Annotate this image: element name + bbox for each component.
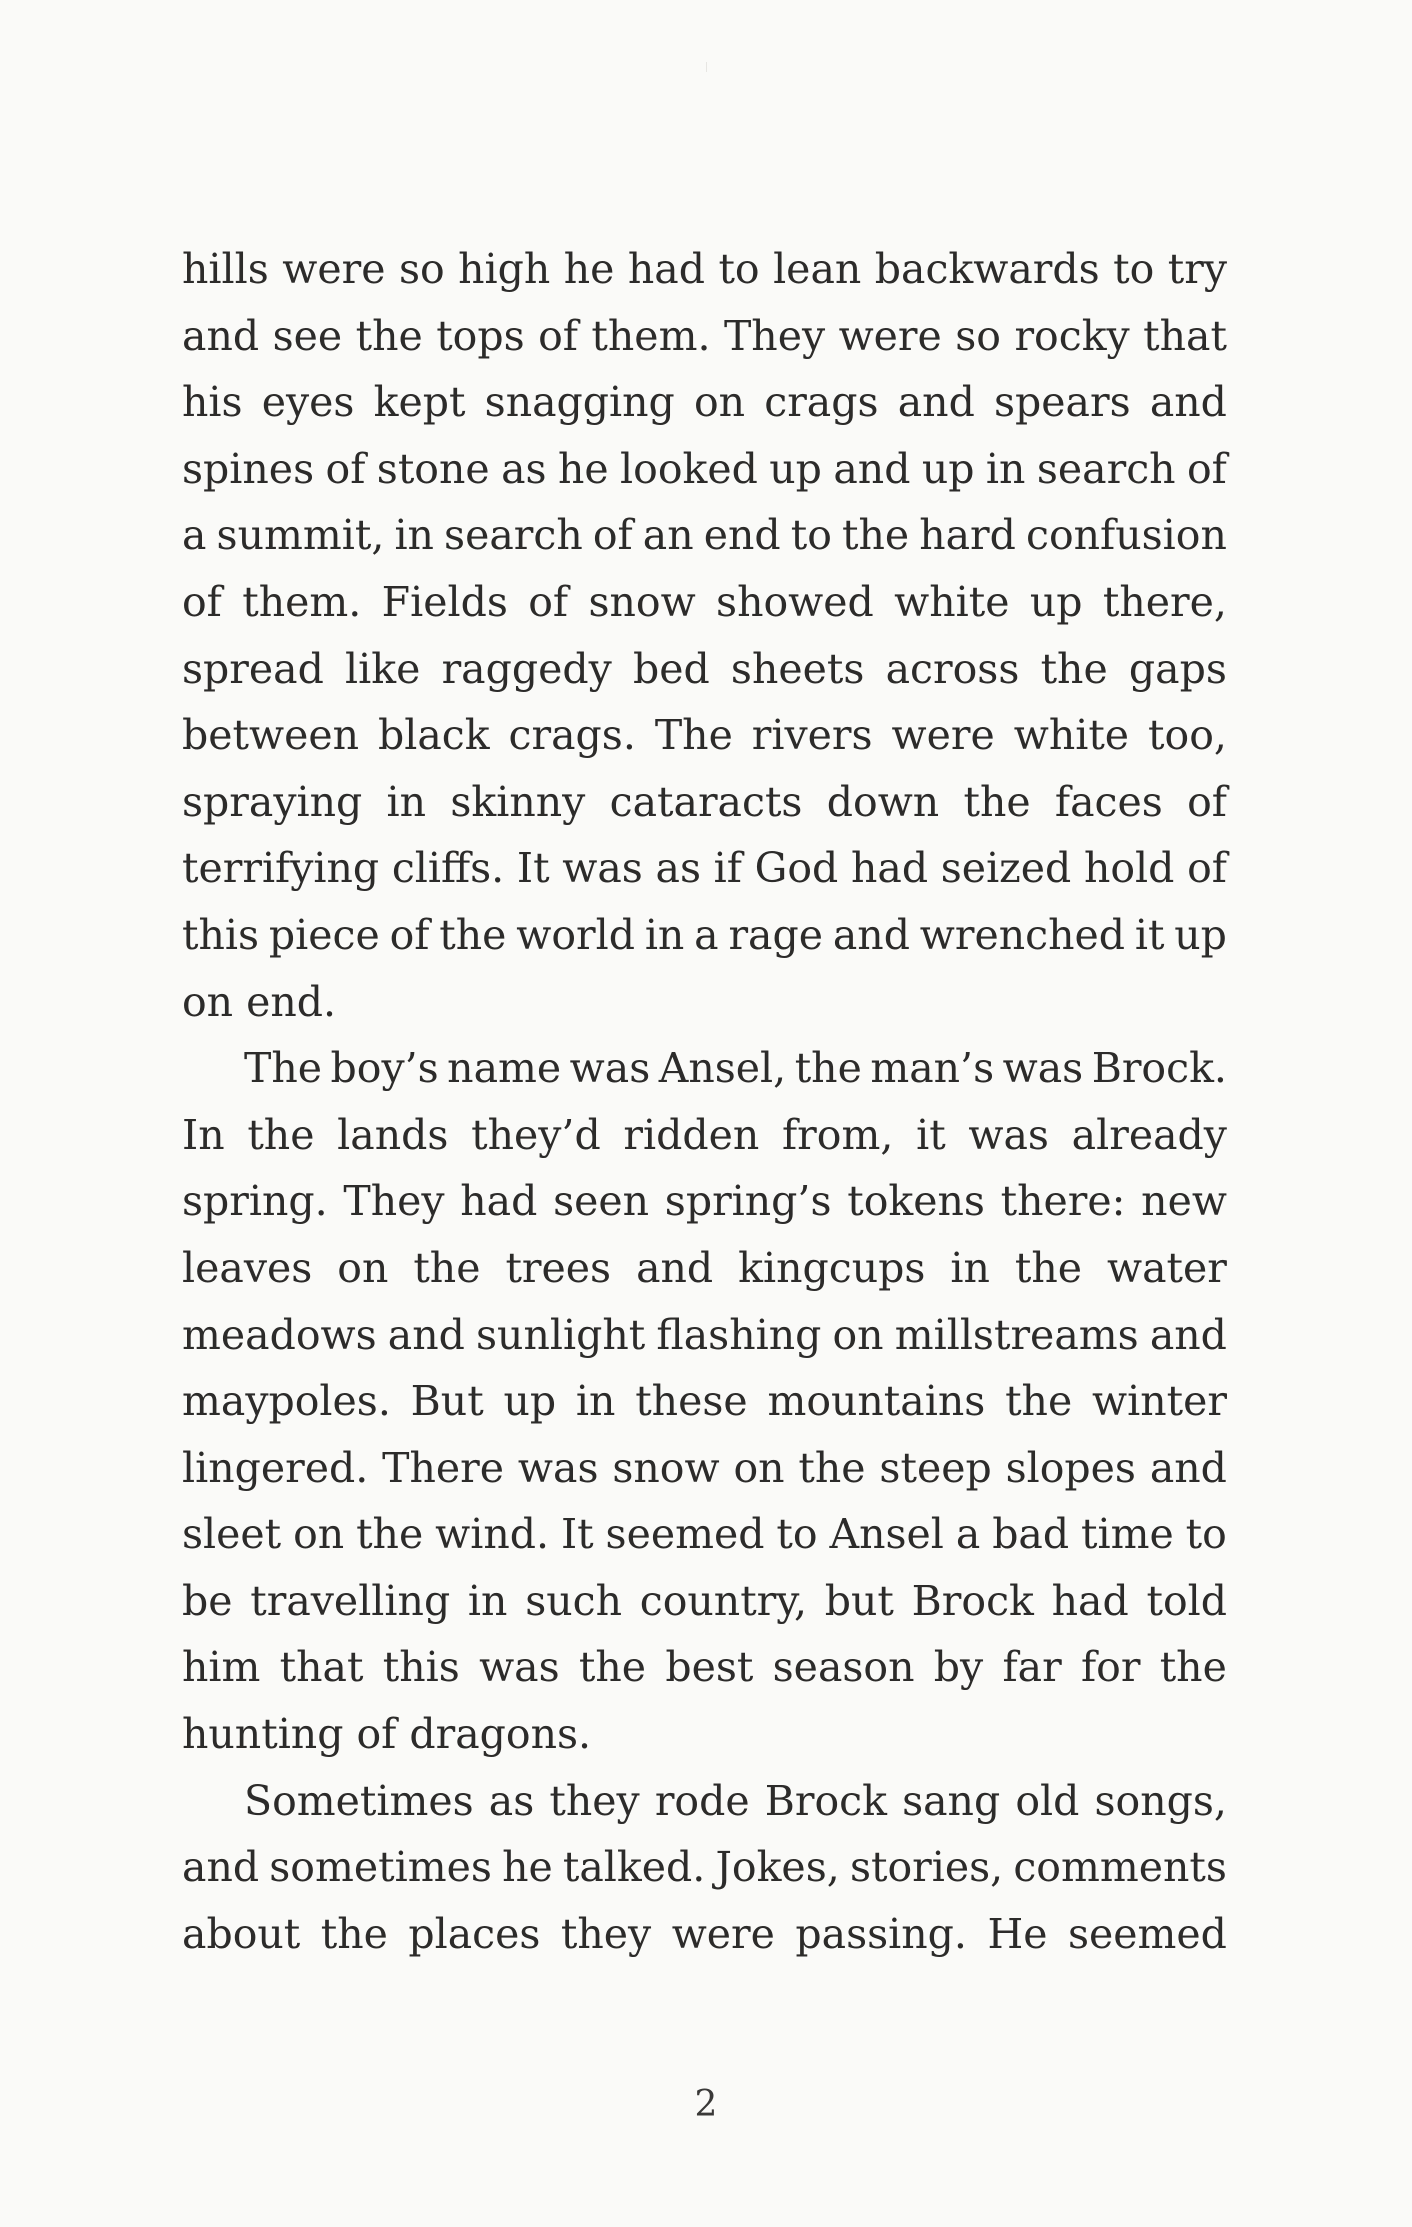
text-line: between black crags. The rivers were white too, [182, 711, 1227, 760]
text-line: Sometimes as they rode Brock sang old songs, [244, 1776, 1227, 1825]
text-line: and sometimes he talked. Jokes, stories, comments [182, 1843, 1227, 1892]
text-line: and see the tops of them. They were so rocky that [182, 311, 1227, 360]
text-line: hills were so high he had to lean backwards to try [182, 245, 1227, 293]
text-line: his eyes kept snagging on crags and spears and [182, 378, 1227, 427]
text-line: of them. Fields of snow showed white up there, [182, 577, 1227, 626]
text-line: The boy’s name was Ansel, the man’s was Brock. [244, 1044, 1227, 1093]
text-line: on end. [182, 977, 337, 1026]
text-line: In the lands they’d ridden from, it was already [182, 1110, 1227, 1159]
text-line: leaves on the trees and kingcups in the water [182, 1243, 1227, 1292]
text-line: meadows and sunlight flashing on millstreams and [182, 1310, 1227, 1359]
body-text [182, 236, 1227, 1967]
text-line: be travelling in such country, but Brock had told [182, 1576, 1227, 1625]
text-line: hunting of dragons. [182, 1710, 592, 1759]
text-line: maypoles. But up in these mountains the winter [182, 1377, 1227, 1426]
text-line: spread like raggedy bed sheets across the gaps [182, 644, 1227, 693]
text-line: about the places they were passing. He seemed [182, 1909, 1227, 1958]
text-line: this piece of the world in a rage and wrenched it up [182, 910, 1227, 959]
text-line: sleet on the wind. It seemed to Ansel a bad time to [182, 1510, 1227, 1559]
text-line: spines of stone as he looked up and up in search of [182, 444, 1227, 493]
page-number: 2 [694, 2084, 718, 2125]
text-line: lingered. There was snow on the steep slopes and [182, 1443, 1227, 1492]
text-line: spring. They had seen spring’s tokens there: new [182, 1177, 1227, 1226]
text-line: terrifying cliffs. It was as if God had seized hold of [182, 844, 1227, 893]
page-mark [706, 62, 707, 72]
text-line: a summit, in search of an end to the hard confusion [182, 511, 1227, 560]
text-line: spraying in skinny cataracts down the faces of [182, 777, 1227, 826]
text-line: him that this was the best season by far for the [182, 1643, 1227, 1692]
